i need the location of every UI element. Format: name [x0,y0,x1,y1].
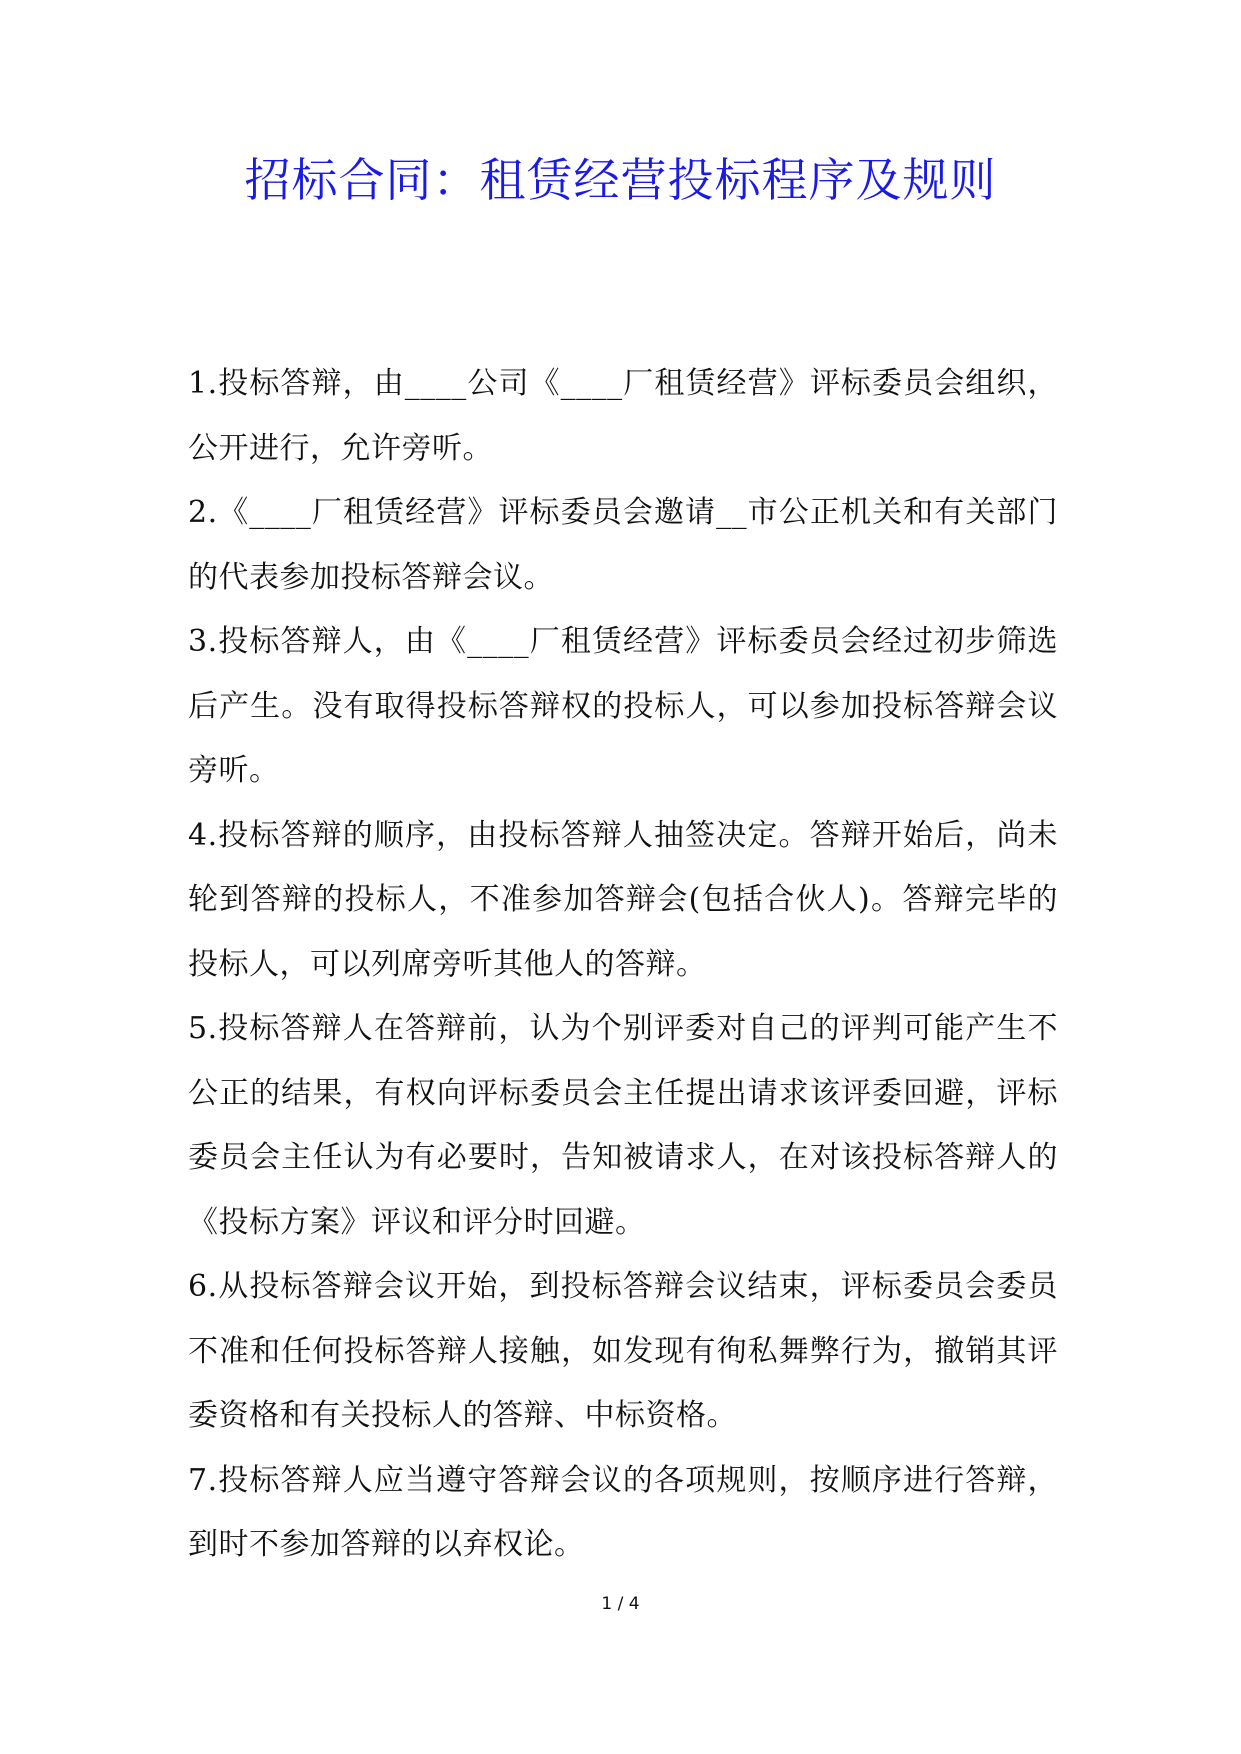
paragraph-7: 7.投标答辩人应当遵守答辩会议的各项规则，按顺序进行答辩，到时不参加答辩的以弃权论。 [188,1462,1058,1562]
paragraph-6: 6.从投标答辩会议开始，到投标答辩会议结束，评标委员会委员不准和任何投标答辩人接触，如发现有徇私舞弊行为，撤销其评委资格和有关投标人的答辩、中标资格。 [188,1269,1058,1433]
paragraph-3: 3.投标答辩人，由《____厂租赁经营》评标委员会经过初步筛选后产生。没有取得投标答辩权的投标人，可以参加投标答辩会议旁听。 [188,624,1058,788]
page-number: 1 / 4 [601,1594,640,1614]
paragraph-2: 2.《____厂租赁经营》评标委员会邀请__市公正机关和有关部门的代表参加投标答辩会议。 [188,495,1058,595]
paragraph-4: 4.投标答辩的顺序，由投标答辩人抽签决定。答辩开始后，尚未轮到答辩的投标人，不准参加答辩会(包括合伙人)。答辩完毕的投标人，可以列席旁听其他人的答辩。 [188,817,1058,982]
document-body [188,352,1058,1578]
paragraph-5: 5.投标答辩人在答辩前，认为个别评委对自己的评判可能产生不公正的结果，有权向评标委员会主任提出请求该评委回避，评标委员会主任认为有必要时，告知被请求人，在对该投标答辩人的《投标方案》评议和评分时回避。 [188,1011,1058,1240]
document-title: 招标合同：租赁经营投标程序及规则 [244,153,997,207]
paragraph-1: 1.投标答辩，由____公司《____厂租赁经营》评标委员会组织，公开进行，允许旁听。 [188,366,1058,466]
